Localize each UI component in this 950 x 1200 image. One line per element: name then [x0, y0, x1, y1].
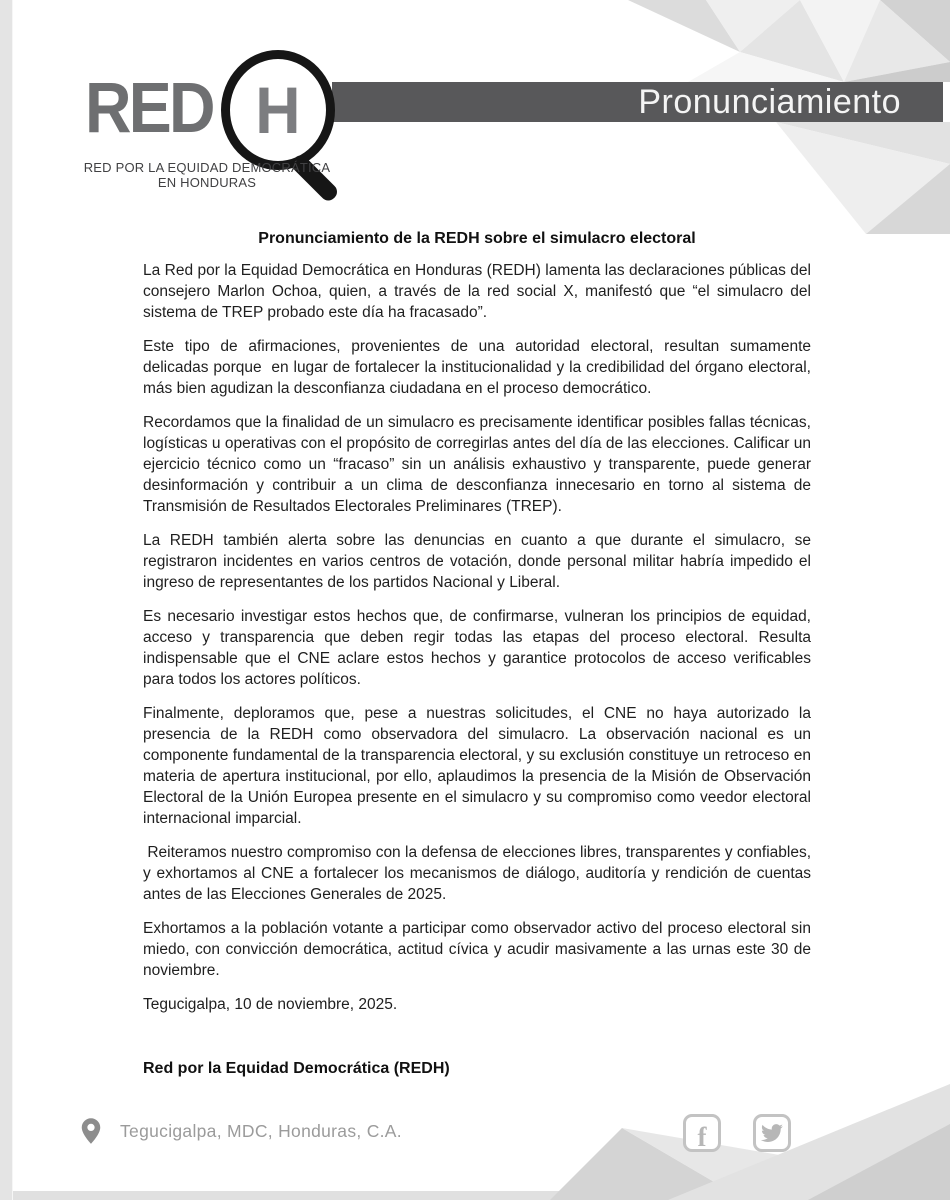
paragraph: Es necesario investigar estos hechos que, de confirmarse, vulneran los principios de equidad, acceso y transparencia que deben regir todas las etapas del proceso electoral. Resulta indispensable que el CNE aclare estos hechos y garantice protocolos de acceso verificables para todos los actores políticos.	[143, 608, 816, 688]
paragraph: Recordamos que la finalidad de un simulacro es precisamente identificar posibles fallas técnicas, logísticas u operativas con el propósito de corregirlas antes del día de las elecciones. Calificar un ejercicio técnico como un “fracaso” sin un análisis exhaustivo y transparente, puede generar desinformación y contribuir a un clima de desconfianza innecesario en torno al sistema de Transmisión de Resultados Electorales Preliminares (TREP).	[143, 414, 816, 515]
twitter-button[interactable]	[753, 1114, 791, 1152]
logo-subtitle-line2: EN HONDURAS	[157, 175, 257, 190]
logo-word-red: RED	[85, 67, 213, 148]
document-body	[143, 228, 816, 1015]
banner-title: Pronunciamiento	[638, 82, 901, 121]
pronunciamiento-banner	[332, 82, 943, 122]
paragraph: Este tipo de afirmaciones, provenientes de una autoridad electoral, resultan sumamente delicadas porque en lugar de fortalecer la institucionalidad y la credibilidad del órgano electoral, más bien agudizan la desconfianza ciudadana en el proceso democrático.	[143, 338, 816, 397]
facebook-icon: f	[697, 1121, 707, 1152]
location-pin-icon	[76, 1116, 106, 1146]
document-title: Pronunciamiento de la REDH sobre el simulacro electoral	[258, 230, 696, 247]
paragraph: Exhortamos a la población votante a participar como observador activo del proceso electoral sin miedo, con convicción democrática, actitud cívica y acudir masivamente a las urnas este 30 de noviembre.	[143, 920, 816, 979]
paragraph: La REDH también alerta sobre las denuncias en cuanto a que durante el simulacro, se registraron incidentes en varios centros de votación, donde personal militar habría impedido el ingreso de representantes de los partidos Nacional y Liberal.	[143, 532, 816, 591]
signature-line: Red por la Equidad Democrática (REDH)	[143, 1060, 450, 1077]
paragraph: Reiteramos nuestro compromiso con la defensa de elecciones libres, transparentes y confiables, y exhortamos al CNE a fortalecer los mecanismos de diálogo, auditoría y rendición de cuentas antes de las Elecciones Generales de 2025.	[143, 844, 816, 903]
dateline: Tegucigalpa, 10 de noviembre, 2025.	[143, 996, 398, 1013]
logo-subtitle	[67, 160, 347, 190]
logo-subtitle-line1: RED POR LA EQUIDAD DEMOCRÁTICA	[83, 160, 331, 175]
social-links	[683, 1114, 791, 1152]
footer-address	[76, 1116, 402, 1146]
magnifying-glass-icon	[221, 50, 335, 170]
logo-letter-h: H	[255, 73, 301, 147]
paragraph: La Red por la Equidad Democrática en Honduras (REDH) lamenta las declaraciones públicas del consejero Marlon Ochoa, quien, a través de la red social X, manifestó que “el simulacro del sistema de TREP probado este día ha fracasado”.	[143, 262, 816, 321]
facebook-button[interactable]	[683, 1114, 721, 1152]
paragraph: Finalmente, deploramos que, pese a nuestras solicitudes, el CNE no haya autorizado la presencia de la REDH como observadora del simulacro. La observación nacional es un componente fundamental de la transparencia electoral, y su exclusión constituye un retroceso en materia de apertura institucional, por ello, aplaudimos la presencia de la Misión de Observación Electoral de la Unión Europea presente en el simulacro y su compromiso como veedor electoral internacional imparcial.	[143, 705, 816, 827]
footer-address-text: Tegucigalpa, MDC, Honduras, C.A.	[120, 1120, 402, 1141]
viewer-left-edge	[0, 0, 13, 1200]
twitter-icon	[761, 1122, 783, 1144]
